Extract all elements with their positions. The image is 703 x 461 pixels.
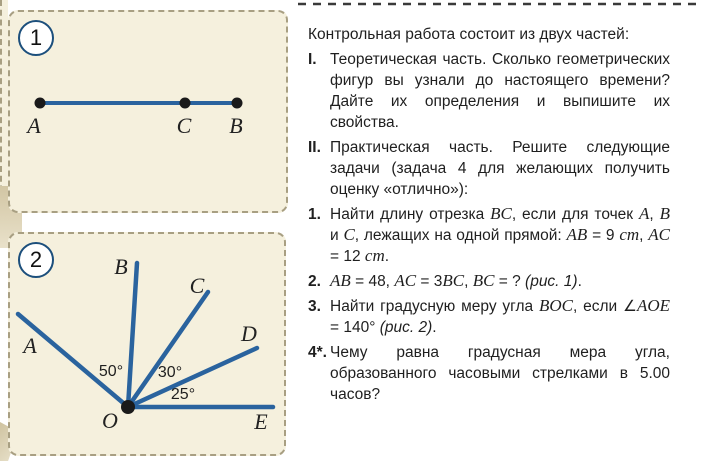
ray-oa [18, 314, 128, 407]
item-marker: 3. [308, 298, 321, 315]
item-text: AB = 48, AC = 3BC, BC = ? (рис. 1). [330, 271, 582, 290]
figure-1-card [8, 10, 288, 213]
intro-line: Контрольная работа состоит из двух частей: [308, 26, 630, 43]
figure-1-badge [18, 20, 54, 56]
ray-ob [128, 263, 137, 407]
vertex-dot-o [121, 400, 135, 414]
ray-label-d: D [241, 321, 257, 346]
problem-text [308, 24, 670, 409]
figure-2-card [8, 232, 286, 456]
problem-item [308, 342, 670, 405]
problem-item [308, 296, 670, 338]
problem-item [308, 271, 670, 292]
item-marker: 1. [308, 206, 321, 223]
item-marker: I. [308, 51, 317, 68]
item-text: Найти градусную меру угла BOC, если ∠AOE = 140° (рис. 2). [330, 296, 670, 336]
text-column [290, 0, 703, 461]
ray-label-e: E [254, 409, 268, 434]
item-marker: 2. [308, 273, 321, 290]
figure-2-number: 2 [29, 247, 43, 272]
cropped-card-top-dash [298, 1, 703, 7]
point-label-c: C [176, 113, 192, 138]
point-dot-a [35, 98, 46, 109]
item-text: Найти длину отрезка BC, если для точек A, B и C, лежащих на одной прямой: AB = 9 cm, AC = 12 cm. [330, 204, 671, 265]
point-dot-c [180, 98, 191, 109]
ray-label-c: C [189, 273, 205, 298]
point-dot-b [232, 98, 243, 109]
item-text: Теоретическая часть. Сколько геометрических фигур вы узнали до настоящего времени? Дайте их определения и выпишите их свойства. [330, 51, 670, 131]
angle-label-aob: 50° [98, 363, 124, 380]
figures-column [0, 0, 290, 461]
ray-label-a: A [23, 333, 37, 358]
item-marker: 4*. [308, 344, 327, 361]
ray-label-b: B [114, 254, 128, 279]
item-text: Чему равна градусная мера угла, образованного часовыми стрелками в 5.00 часов? [330, 344, 670, 403]
item-text: Практическая часть. Решите следующие задачи (задача 4 для желающих получить оценку «отлично»): [330, 139, 670, 198]
cropped-card-edge [0, 0, 8, 211]
item-marker: II. [308, 139, 321, 156]
problem-list [308, 49, 670, 405]
angle-label-doe: 25° [170, 386, 196, 403]
point-label-a: A [27, 113, 41, 138]
problem-item [308, 49, 670, 133]
figure-1-number: 1 [29, 25, 43, 50]
problem-item [308, 204, 670, 267]
point-label-b: B [229, 113, 243, 138]
figure-2-badge [18, 242, 54, 278]
problem-item [308, 137, 670, 200]
vertex-label-o: O [102, 408, 118, 433]
angle-label-cod: 30° [157, 364, 183, 381]
